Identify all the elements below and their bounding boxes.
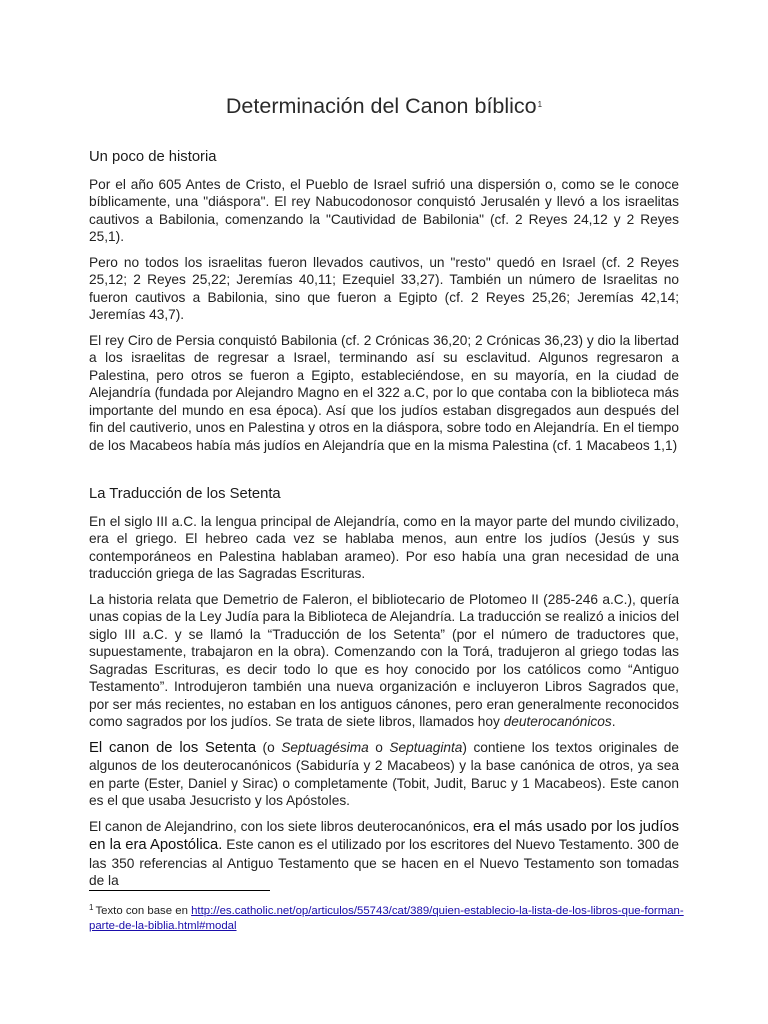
section-spacer [89, 462, 679, 486]
emphasis-apostolic-era: era el más usado por los judíos en la era Apostólica. [89, 818, 680, 853]
paragraph: Pero no todos los israelitas fueron llevados cautivos, un "resto" quedó en Israel (cf. 2 Reyes 25,12; 2 Reyes 25,22; Jeremías 40,11; Ezequiel 33,27). También un número de Israelitas no fueron cautivos a Babilonia, sino que fueron a Egipto (cf. 2 Reyes 25,26; Jeremías 42,14; Jeremías 43,7). [89, 254, 679, 322]
paragraph-text: o [368, 739, 390, 755]
footnote [89, 900, 689, 934]
lead-canon-setenta: El canon de los Setenta [89, 739, 257, 756]
document-body [89, 149, 679, 898]
paragraph-end: . [611, 714, 616, 729]
paragraph-text: La historia relata que Demetrio de Faleron, el bibliotecario de Plotomeo II (285-246 a.C.), quería unas copias de la Ley Judía para la Biblioteca de Alejandría. La traducción se realizó a inicios del siglo III a.C. y se llamó la “Traducción de los Setenta” (por el número de traductores que, supuestamente, trabajaron en la obra). Comenzando con la Torá, tradujeron al griego todas las Sagradas Escrituras, es decir todo lo que es hoy conocido por los católicos como “Antiguo Testamento”. Introdujeron también una nueva organización e incluyeron Libros Sagrados que, por ser más recientes, no estaban en los antiguos cánones, pero eran generalmente reconocidos como sagrados por los judíos. Se trata de siete libros, llamados hoy [89, 591, 679, 729]
term-septuaginta: Septuaginta [389, 739, 463, 755]
paragraph: El rey Ciro de Persia conquistó Babilonia (cf. 2 Crónicas 36,20; 2 Crónicas 36,23) y dio la libertad a los israelitas de regresar a Israel, terminando así su esclavitud. Algunos regresaron a Palestina, pero otros se fueron a Egipto, estableciéndose, en su mayoría, en la ciudad de Alejandría (fundada por Alejandro Magno en el 322 a.C, por lo que contaba con la biblioteca más importante del mundo en esa época). Así que los judíos estaban disgregados aun después del fin del cautiverio, unos en Palestina y otros en la diáspora, sobre todo en Alejandría. En el tiempo de los Macabeos había más judíos en Alejandría que en la misma Palestina (cf. 1 Macabeos 1,1) [89, 332, 679, 453]
paragraph [89, 739, 679, 810]
footnote-divider [89, 890, 270, 891]
title-footnote-ref[interactable]: 1 [537, 100, 543, 109]
paragraph-text: ) contiene los textos originales de algunos de los deuterocanónicos (Sabiduría y 2 Macabeos) y la base canónica de otros, ya sea en parte (Ester, Daniel y Sirac) o completamente (Tobit, Judit, Baruc y 1 Macabeos). Este canon es el que usaba Jesucristo y los Apóstoles. [89, 739, 679, 808]
page-title [0, 94, 768, 119]
footnote-link[interactable]: http://es.catholic.net/op/articulos/55743/cat/389/quien-establecio-la-lista-de-los-libros-que-forman-parte-de-la-biblia.html#modal [89, 905, 684, 932]
term-septuagesima: Septuagésima [281, 739, 369, 755]
term-deuterocanonicos: deuterocanónicos [503, 714, 612, 729]
paragraph-text: El canon de Alejandrino, con los siete libros deuterocanónicos, [89, 818, 470, 834]
title-text: Determinación del Canon bíblico [225, 94, 537, 118]
paragraph-text: Este canon es el utilizado por los escritores del Nuevo Testamento. 300 de las 350 referencias al Antiguo Testamento que se hacen en el Nuevo Testamento son tomadas de la [89, 837, 679, 888]
section-heading-history: Un poco de historia [89, 149, 217, 165]
paragraph: Por el año 605 Antes de Cristo, el Pueblo de Israel sufrió una dispersión o, como se le conoce bíblicamente, una "diáspora". El rey Nabucodonosor conquistó Jerusalén y llevó a los israelitas cautivos a Babilonia, comenzando la "Cautividad de Babilonia" (cf. 2 Reyes 24,12 y 2 Reyes 25,1). [89, 176, 679, 244]
section-heading-setenta: La Traducción de los Setenta [89, 486, 281, 502]
paragraph-text: (o [256, 739, 282, 755]
paragraph: En el siglo III a.C. la lengua principal de Alejandría, como en la mayor parte del mundo civilizado, era el griego. El hebreo cada vez se hablaba menos, aun entre los judíos (Jesús y sus contemporáneos en Palestina hablaban arameo). Por eso había una gran necesidad de una traducción griega de las Sagradas Escrituras. [89, 513, 679, 581]
paragraph [89, 591, 679, 731]
footnote-prefix: Texto con base en [95, 905, 188, 917]
footnote-number: 1 [89, 903, 94, 912]
paragraph [89, 818, 679, 890]
